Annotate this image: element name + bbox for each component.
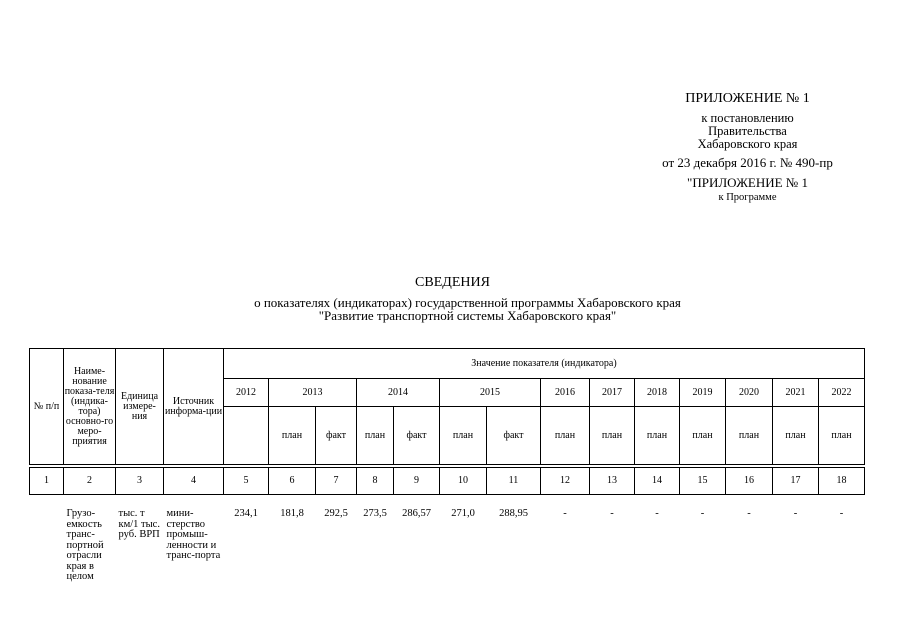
row-value: 234,1 [234,508,258,519]
year-2014: 2014 [357,379,440,407]
appendix-program-title: "ПРИЛОЖЕНИЕ № 1 [687,175,808,190]
subheader-empty [224,407,269,465]
col-number: 7 [316,468,357,495]
year-2020: 2020 [726,379,773,407]
year-2022: 2022 [819,379,865,407]
col-number: 16 [726,468,773,495]
document-subtitle-1: о показателях (индикаторах) государственной программы Хабаровского края [254,295,681,310]
row-value: - [700,508,705,519]
row-value: 286,57 [402,508,431,519]
subheader-plan: план [590,407,635,465]
document-title: СВЕДЕНИЯ [415,275,490,290]
appendix-line3: Хабаровского края [697,137,798,152]
header-value: Значение показателя (индикатора) [224,349,865,379]
appendix-to-program: к Программе [718,192,777,203]
col-number: 13 [590,468,635,495]
row-source: мини-стерство промыш-ленности и транс-порта [166,508,221,561]
year-2016: 2016 [541,379,590,407]
subheader-plan: план [773,407,819,465]
subheader-fact: факт [394,407,440,465]
year-2018: 2018 [635,379,680,407]
year-2017: 2017 [590,379,635,407]
appendix-date: от 23 декабря 2016 г. № 490-пр [662,155,833,170]
subheader-fact: факт [487,407,541,465]
col-number: 12 [541,468,590,495]
col-number: 4 [164,468,224,495]
col-number: 11 [487,468,541,495]
row-unit: тыс. т км/1 тыс. руб. ВРП [118,508,160,540]
col-number: 3 [116,468,164,495]
row-value: - [839,508,844,519]
col-number: 1 [30,468,64,495]
col-number: 8 [357,468,394,495]
header-num: № п/п [30,349,64,465]
subheader-fact: факт [316,407,357,465]
year-2021: 2021 [773,379,819,407]
col-number: 18 [819,468,865,495]
subheader-plan: план [819,407,865,465]
appendix-resolution [600,112,895,151]
subheader-plan: план [635,407,680,465]
row-value: 181,8 [280,508,304,519]
row-value: - [747,508,751,519]
year-2013: 2013 [269,379,357,407]
appendix-line2: Правительства [708,124,787,139]
subheader-plan: план [541,407,590,465]
row-value: - [610,508,614,519]
subheader-plan: план [440,407,487,465]
indicators-table [29,348,865,583]
row-value: - [655,508,659,519]
row-value: 271,0 [451,508,475,519]
appendix-line1: к постановлению [701,111,794,125]
col-number: 5 [224,468,269,495]
subheader-plan: план [269,407,316,465]
table-row [30,505,865,583]
col-number: 15 [680,468,726,495]
col-number: 9 [394,468,440,495]
document-subtitle-2: "Развитие транспортной системы Хабаровского края" [318,308,617,323]
header-source: Источник информа-ции [164,349,224,465]
subheader-plan: план [726,407,773,465]
row-value: - [793,508,798,519]
subheader-plan: план [357,407,394,465]
col-number: 14 [635,468,680,495]
header-unit: Единица измере-ния [116,349,164,465]
year-2012: 2012 [224,379,269,407]
col-number: 2 [64,468,116,495]
row-value: 273,5 [363,508,387,519]
year-2015: 2015 [440,379,541,407]
appendix-title: ПРИЛОЖЕНИЕ № 1 [685,91,810,106]
year-2019: 2019 [680,379,726,407]
row-indicator-name: Грузо-емкость транс-портной отрасли края в целом [66,508,104,582]
row-value: 288,95 [499,508,528,519]
col-number: 6 [269,468,316,495]
col-number: 10 [440,468,487,495]
col-number: 17 [773,468,819,495]
row-value: - [563,508,567,519]
row-num [30,505,64,583]
subheader-plan: план [680,407,726,465]
row-value: 292,5 [324,508,348,519]
header-name: Наиме-нование показа-теля (индика-тора) основно-го меро-приятия [64,349,116,465]
